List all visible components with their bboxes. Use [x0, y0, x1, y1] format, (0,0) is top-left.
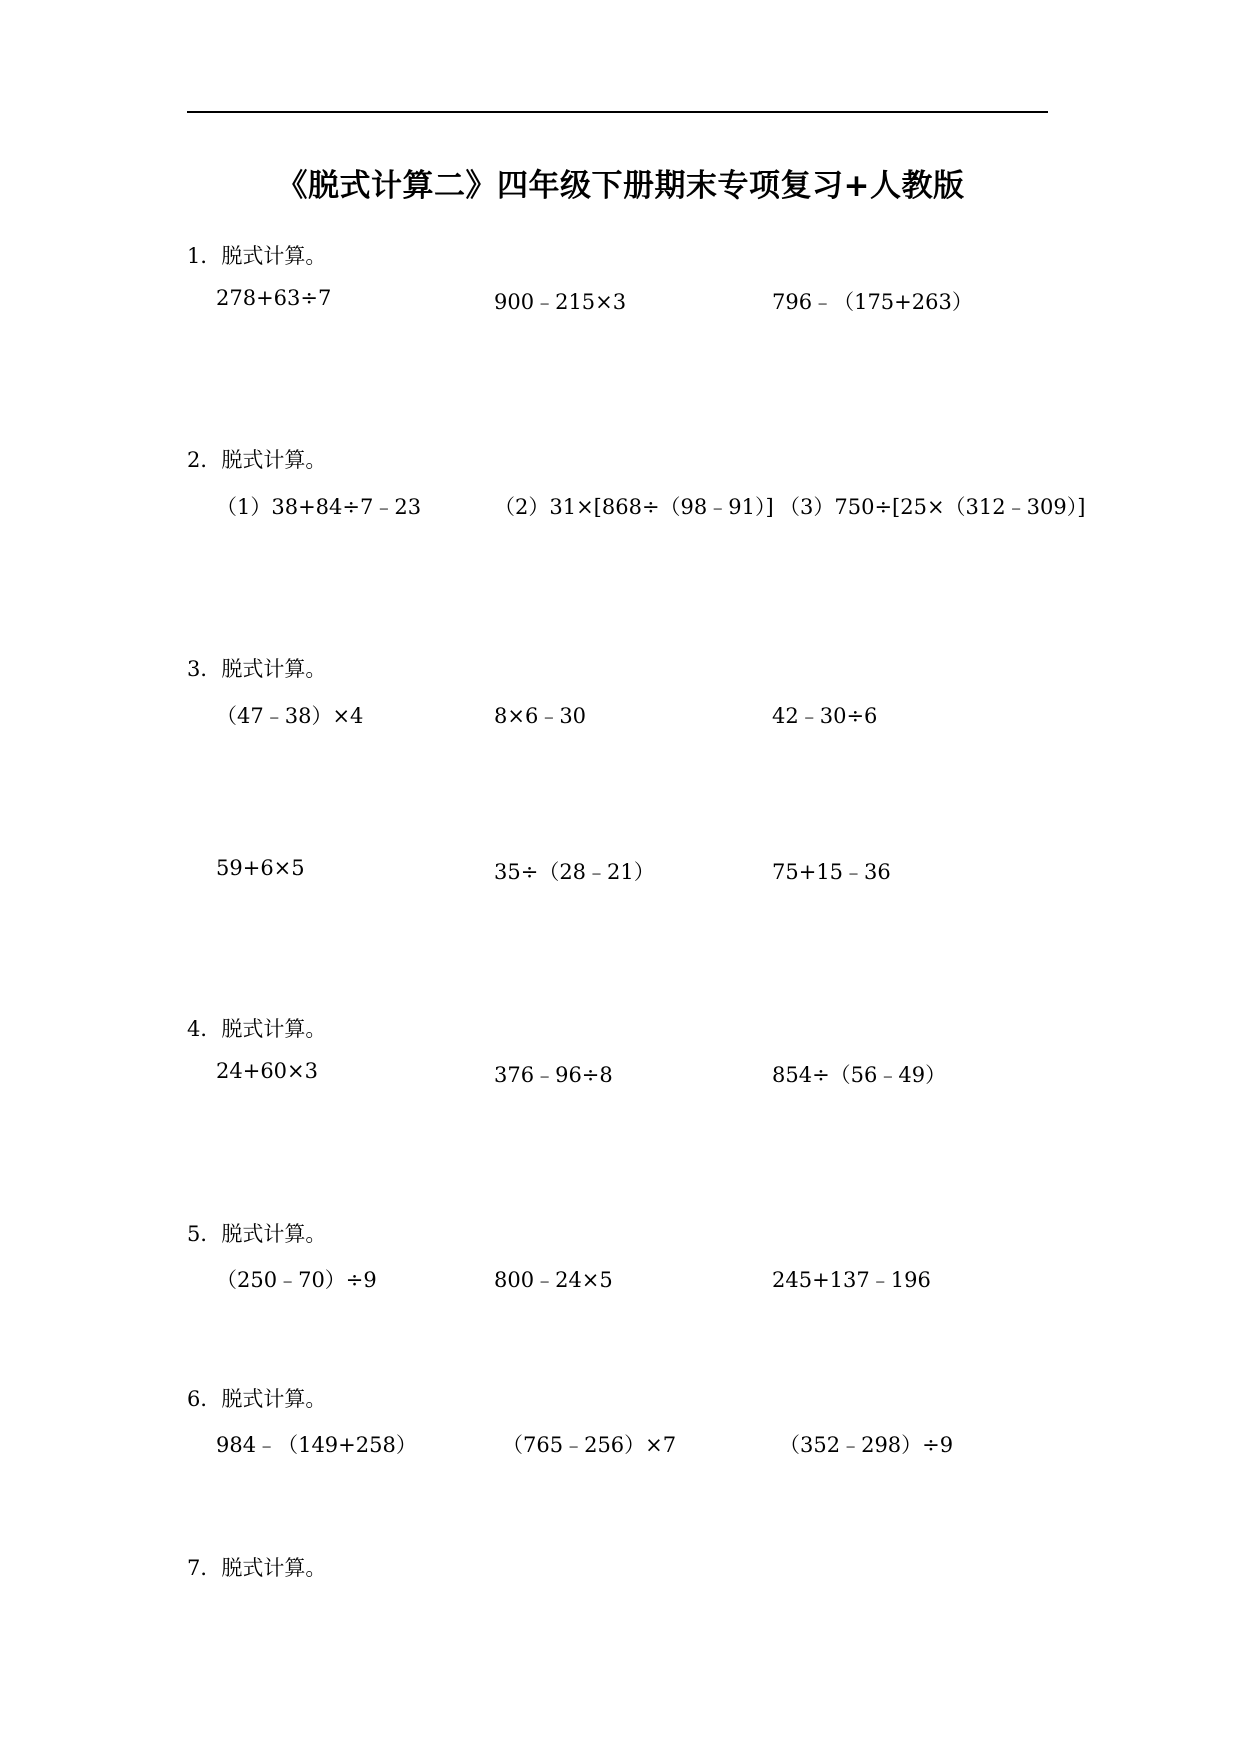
question-6-label: 6．脱式计算。: [187, 1387, 327, 1411]
question-4-label: 4．脱式计算。: [187, 1017, 327, 1041]
question-1-label: 1．脱式计算。: [187, 244, 327, 268]
expression: （352﹣298）÷9: [779, 1433, 954, 1457]
expression: 245+137﹣196: [772, 1268, 931, 1292]
expression: （250﹣70）÷9: [216, 1268, 377, 1292]
expression: （2）31×[868÷（98﹣91）]: [494, 495, 774, 519]
expression: 900﹣215×3: [494, 290, 627, 314]
expression: 35÷（28﹣21）: [494, 860, 655, 884]
expression: （765﹣256）×7: [502, 1433, 677, 1457]
expression: 796﹣（175+263）: [772, 290, 973, 314]
expression: （1）38+84÷7﹣23: [216, 495, 422, 519]
expression: 278+63÷7: [216, 286, 332, 310]
question-3-label: 3．脱式计算。: [187, 657, 327, 681]
expression: 376﹣96÷8: [494, 1063, 613, 1087]
expression: 8×6﹣30: [494, 704, 587, 728]
question-2-label: 2．脱式计算。: [187, 448, 327, 472]
expression: （47﹣38）×4: [216, 704, 364, 728]
question-7-label: 7．脱式计算。: [187, 1556, 327, 1580]
expression: 59+6×5: [216, 856, 305, 880]
expression: 42﹣30÷6: [772, 704, 878, 728]
expression: 854÷（56﹣49）: [772, 1063, 947, 1087]
expression: 800﹣24×5: [494, 1268, 613, 1292]
page-title: 《脱式计算二》四年级下册期末专项复习+人教版: [276, 168, 965, 204]
expression: 24+60×3: [216, 1059, 318, 1083]
expression: 75+15﹣36: [772, 860, 891, 884]
expression: 984﹣（149+258）: [216, 1433, 417, 1457]
question-5-label: 5．脱式计算。: [187, 1222, 327, 1246]
expression: （3）750÷[25×（312﹣309）]: [779, 495, 1086, 519]
header-rule: [187, 111, 1048, 113]
